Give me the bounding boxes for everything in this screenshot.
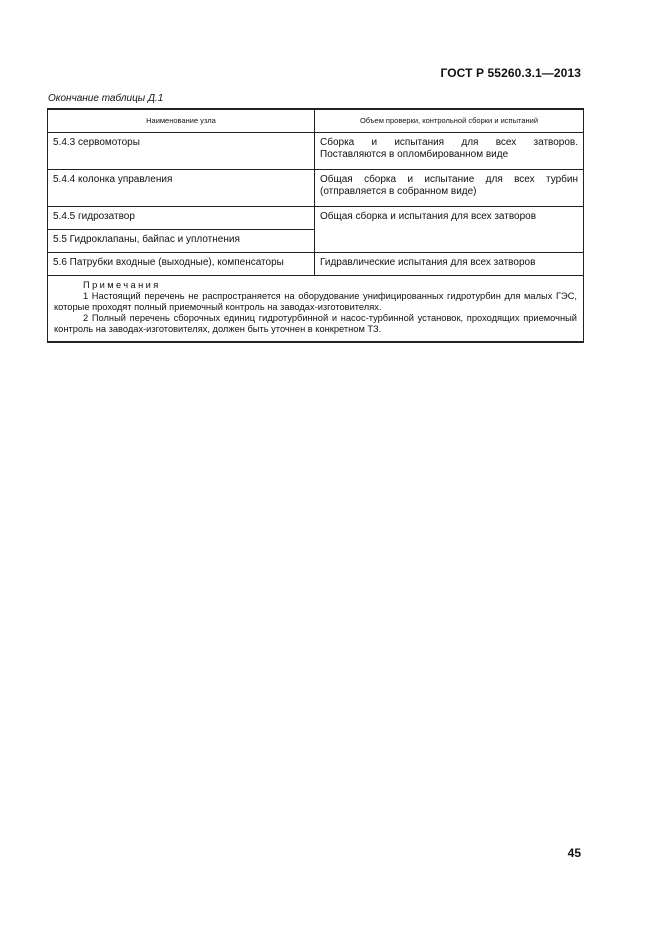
row-scope-line: Сборка и испытания для всех затворов. [320,137,578,148]
table-header-row [48,109,584,133]
row-scope: Общая сборка и испытания для всех затворов [320,211,537,222]
notes-title: Примечания [83,280,161,290]
table-row [48,207,584,230]
row-scope-cell [315,253,584,276]
row-name: 5.6 Патрубки входные (выходные), компенсаторы [53,257,284,268]
row-name-cell [48,170,315,207]
column-header-scope: Объем проверки, контрольной сборки и испытаний [315,109,584,133]
row-scope-line: (отправляется в собранном виде) [320,186,477,197]
inspection-table [47,108,584,343]
row-scope-line: Поставляются в опломбированном виде [320,149,509,160]
page-number: 45 [567,846,581,860]
row-name: 5.4.3 сервомоторы [53,137,140,148]
note-item: 1 Настоящий перечень не распространяется на оборудование унифицированных гидротурбин для малых ГЭС, которые проходят полный приемочный контроль на заводах-изготовителях. [54,291,577,312]
row-name-cell [48,207,315,230]
table-caption: Окончание таблицы Д.1 [48,93,164,104]
column-header-name: Наименование узла [48,109,315,133]
notes-row [48,276,584,343]
table-row [48,170,584,207]
row-scope-cell [315,170,584,207]
row-scope-cell [315,133,584,170]
table-row [48,253,584,276]
row-scope-cell [315,207,584,253]
row-name: 5.5 Гидроклапаны, байпас и уплотнения [53,234,240,245]
notes-cell [48,276,584,343]
table-row [48,133,584,170]
document-code: ГОСТ Р 55260.3.1—2013 [440,66,581,80]
row-scope-line: Общая сборка и испытание для всех турбин [320,174,578,185]
row-scope: Гидравлические испытания для всех затворов [320,257,536,268]
row-name: 5.4.4 колонка управления [53,174,173,185]
row-name-cell [48,230,315,253]
row-name: 5.4.5 гидрозатвор [53,211,135,222]
row-name-cell [48,133,315,170]
note-item: 2 Полный перечень сборочных единиц гидротурбинной и насос-турбинной установок, проходящих приемочный контроль на заводах-изготовителях, должен быть уточнен в конкретном ТЗ. [54,313,577,334]
row-name-cell [48,253,315,276]
